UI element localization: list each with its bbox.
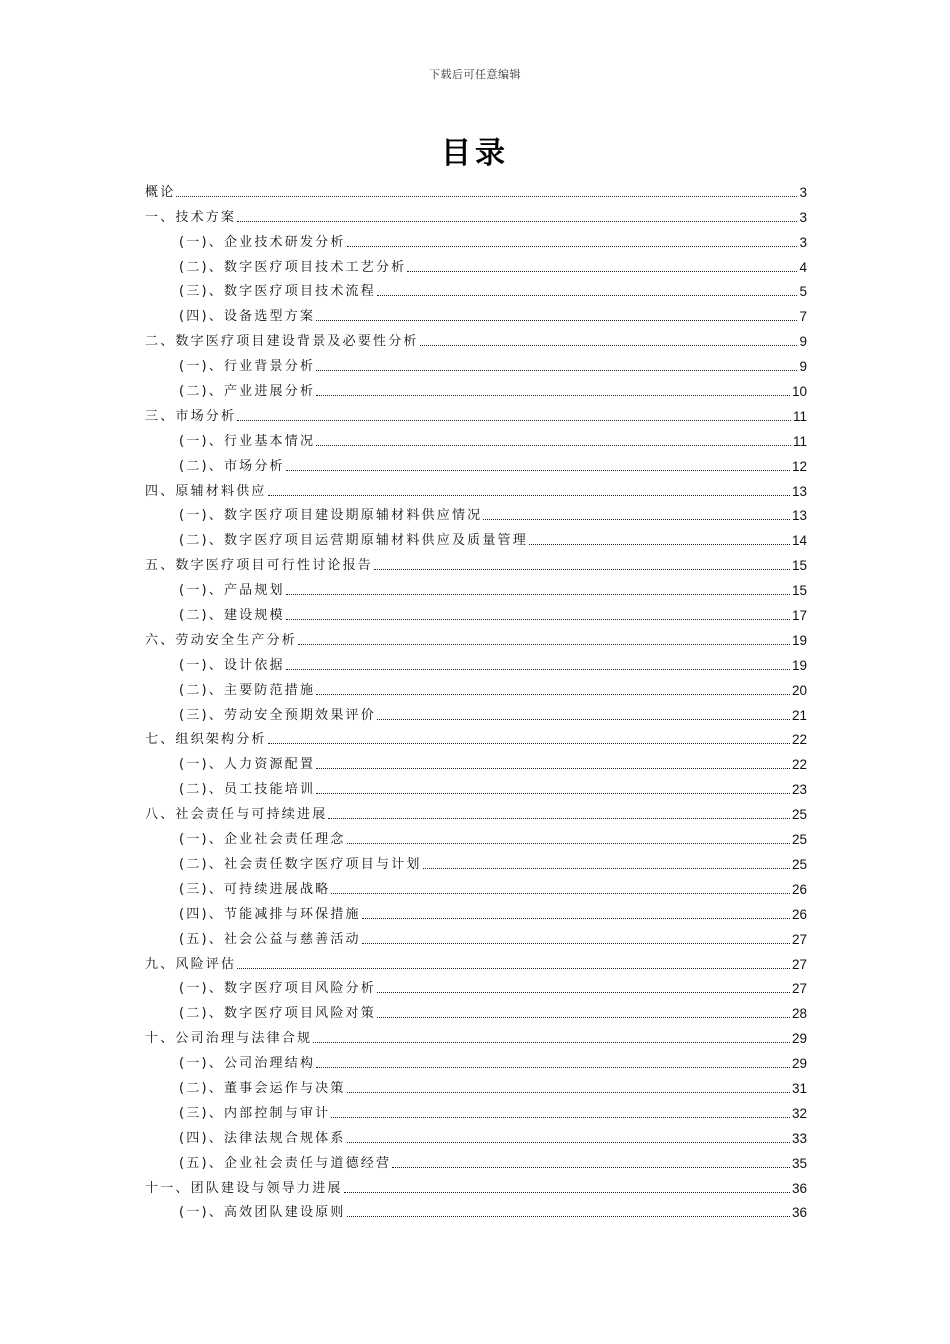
toc-dot-leader <box>423 867 790 869</box>
toc-page-number: 27 <box>791 981 807 997</box>
toc-entry-label: (一)、高效团队建设原则 <box>179 1205 346 1221</box>
toc-entry-label: (一)、设计依据 <box>179 657 285 673</box>
page-title: 目录 <box>441 136 509 171</box>
toc-entry-label: (四)、法律法规合规体系 <box>179 1130 346 1146</box>
toc-entry-label: (四)、设备选型方案 <box>179 309 316 325</box>
toc-subsection-entry[interactable] <box>145 1072 807 1097</box>
toc-section-entry[interactable] <box>145 624 807 649</box>
toc-dot-leader <box>313 1041 790 1043</box>
toc-entry-label: (三)、内部控制与审计 <box>179 1105 331 1121</box>
toc-subsection-entry[interactable] <box>145 350 807 375</box>
toc-dot-leader <box>237 419 791 421</box>
toc-section-entry[interactable] <box>145 325 807 350</box>
toc-subsection-entry[interactable] <box>145 898 807 923</box>
toc-subsection-entry[interactable] <box>145 997 807 1022</box>
toc-entry-label: (一)、产品规划 <box>179 583 285 599</box>
toc-entry-label: 九、风险评估 <box>145 956 237 972</box>
toc-section-entry[interactable] <box>145 1172 807 1197</box>
toc-entry-label: (一)、企业社会责任理念 <box>179 832 346 848</box>
toc-page-number: 26 <box>791 906 807 922</box>
toc-entry-label: (一)、人力资源配置 <box>179 757 316 773</box>
toc-page-number: 33 <box>791 1130 807 1146</box>
toc-dot-leader <box>347 842 790 844</box>
toc-page-number: 13 <box>791 483 807 499</box>
toc-dot-leader <box>377 718 790 720</box>
toc-dot-leader <box>331 1116 790 1118</box>
toc-subsection-entry[interactable] <box>145 1147 807 1172</box>
toc-dot-leader <box>316 394 790 396</box>
toc-subsection-entry[interactable] <box>145 375 807 400</box>
page-header: 下载后可任意编辑 <box>429 68 521 81</box>
toc-dot-leader <box>176 195 797 197</box>
toc-page-number: 32 <box>791 1105 807 1121</box>
toc-page-number: 14 <box>791 533 807 549</box>
toc-page-number: 3 <box>799 209 807 225</box>
toc-section-entry[interactable] <box>145 948 807 973</box>
toc-page-number: 13 <box>791 508 807 524</box>
toc-section-entry[interactable] <box>145 400 807 425</box>
toc-section-entry[interactable] <box>145 549 807 574</box>
toc-subsection-entry[interactable] <box>145 226 807 251</box>
toc-section-entry[interactable] <box>145 798 807 823</box>
toc-entry-label: (一)、数字医疗项目建设期原辅材料供应情况 <box>179 508 483 524</box>
toc-dot-leader <box>331 892 790 894</box>
toc-entry-label: (一)、数字医疗项目风险分析 <box>179 981 376 997</box>
toc-page-number: 26 <box>791 881 807 897</box>
toc-subsection-entry[interactable] <box>145 500 807 525</box>
toc-subsection-entry[interactable] <box>145 848 807 873</box>
toc-subsection-entry[interactable] <box>145 276 807 301</box>
toc-dot-leader <box>298 643 790 645</box>
toc-subsection-entry[interactable] <box>145 1197 807 1222</box>
toc-section-entry[interactable] <box>145 475 807 500</box>
toc-dot-leader <box>362 917 790 919</box>
toc-subsection-entry[interactable] <box>145 823 807 848</box>
toc-entry-label: (二)、产业进展分析 <box>179 384 316 400</box>
toc-entry-label: 三、市场分析 <box>145 408 237 424</box>
toc-section-entry[interactable] <box>145 201 807 226</box>
toc-page-number: 11 <box>792 408 807 424</box>
toc-dot-leader <box>374 568 790 570</box>
toc-page-number: 19 <box>791 657 807 673</box>
toc-subsection-entry[interactable] <box>145 674 807 699</box>
toc-page-number: 15 <box>791 558 807 574</box>
toc-subsection-entry[interactable] <box>145 973 807 998</box>
toc-dot-leader <box>286 593 790 595</box>
toc-entry-label: 十一、团队建设与领导力进展 <box>145 1180 343 1196</box>
toc-subsection-entry[interactable] <box>145 450 807 475</box>
toc-page-number: 15 <box>791 583 807 599</box>
toc-entry-label: (三)、数字医疗项目技术流程 <box>179 284 376 300</box>
toc-dot-leader <box>268 742 790 744</box>
toc-subsection-entry[interactable] <box>145 1122 807 1147</box>
toc-page-number: 25 <box>791 832 807 848</box>
toc-page-number: 36 <box>791 1180 807 1196</box>
toc-subsection-entry[interactable] <box>145 1047 807 1072</box>
toc-entry-label: 四、原辅材料供应 <box>145 483 267 499</box>
toc-page-number: 28 <box>791 1006 807 1022</box>
toc-page-number: 23 <box>791 782 807 798</box>
toc-entry-label: (二)、社会责任数字医疗项目与计划 <box>179 856 422 872</box>
toc-page-number: 36 <box>791 1205 807 1221</box>
toc-subsection-entry[interactable] <box>145 574 807 599</box>
toc-entry-label: 十、公司治理与法律合规 <box>145 1031 313 1047</box>
toc-page-number: 7 <box>799 309 807 325</box>
toc-section-entry[interactable] <box>145 176 807 201</box>
toc-page-number: 25 <box>791 807 807 823</box>
toc-page-number: 11 <box>792 433 807 449</box>
toc-subsection-entry[interactable] <box>145 300 807 325</box>
toc-page-number: 22 <box>791 732 807 748</box>
toc-entry-label: 六、劳动安全生产分析 <box>145 632 298 648</box>
toc-dot-leader <box>237 220 797 222</box>
toc-dot-leader <box>529 543 790 545</box>
toc-dot-leader <box>377 294 798 296</box>
toc-subsection-entry[interactable] <box>145 524 807 549</box>
toc-page-number: 12 <box>791 458 807 474</box>
toc-page-number: 20 <box>791 682 807 698</box>
toc-dot-leader <box>328 817 790 819</box>
toc-entry-label: (二)、建设规模 <box>179 608 285 624</box>
toc-entry-label: (一)、行业基本情况 <box>179 433 316 449</box>
toc-entry-label: 一、技术方案 <box>145 209 237 225</box>
toc-page-number: 9 <box>799 334 807 350</box>
toc-section-entry[interactable] <box>145 1022 807 1047</box>
toc-dot-leader <box>316 693 790 695</box>
toc-page-number: 17 <box>791 608 807 624</box>
toc-page-number: 3 <box>799 184 807 200</box>
toc-page-number: 5 <box>799 284 807 300</box>
toc-dot-leader <box>347 1215 790 1217</box>
toc-entry-label: (二)、董事会运作与决策 <box>179 1080 346 1096</box>
toc-page-number: 35 <box>791 1155 807 1171</box>
table-of-contents <box>145 176 807 1221</box>
toc-subsection-entry[interactable] <box>145 251 807 276</box>
toc-page-number: 29 <box>791 1031 807 1047</box>
toc-dot-leader <box>347 245 798 247</box>
toc-entry-label: (一)、行业背景分析 <box>179 359 316 375</box>
toc-dot-leader <box>344 1191 790 1193</box>
toc-entry-label: (一)、公司治理结构 <box>179 1056 316 1072</box>
toc-dot-leader <box>316 444 791 446</box>
toc-entry-label: 二、数字医疗项目建设背景及必要性分析 <box>145 334 419 350</box>
toc-entry-label: (三)、可持续进展战略 <box>179 881 331 897</box>
toc-page-number: 27 <box>791 931 807 947</box>
toc-entry-label: (五)、企业社会责任与道德经营 <box>179 1155 392 1171</box>
toc-dot-leader <box>316 369 797 371</box>
toc-page-number: 29 <box>791 1056 807 1072</box>
toc-subsection-entry[interactable] <box>145 923 807 948</box>
toc-dot-leader <box>316 792 790 794</box>
toc-entry-label: (二)、数字医疗项目风险对策 <box>179 1006 376 1022</box>
toc-dot-leader <box>316 319 797 321</box>
toc-entry-label: (二)、数字医疗项目技术工艺分析 <box>179 259 407 275</box>
toc-page-number: 25 <box>791 856 807 872</box>
toc-dot-leader <box>362 942 790 944</box>
toc-entry-label: (二)、数字医疗项目运营期原辅材料供应及质量管理 <box>179 533 528 549</box>
toc-entry-label: (一)、企业技术研发分析 <box>179 234 346 250</box>
toc-dot-leader <box>268 494 790 496</box>
toc-subsection-entry[interactable] <box>145 699 807 724</box>
toc-subsection-entry[interactable] <box>145 873 807 898</box>
toc-dot-leader <box>347 1141 790 1143</box>
toc-page-number: 10 <box>791 384 807 400</box>
toc-dot-leader <box>286 469 790 471</box>
toc-entry-label: 七、组织架构分析 <box>145 732 267 748</box>
toc-dot-leader <box>483 518 790 520</box>
toc-page-number: 21 <box>791 707 807 723</box>
toc-dot-leader <box>286 668 790 670</box>
toc-subsection-entry[interactable] <box>145 425 807 450</box>
toc-dot-leader <box>347 1091 790 1093</box>
toc-page-number: 31 <box>791 1080 807 1096</box>
toc-dot-leader <box>392 1166 790 1168</box>
toc-dot-leader <box>420 344 798 346</box>
toc-entry-label: (五)、社会公益与慈善活动 <box>179 931 361 947</box>
toc-dot-leader <box>237 967 790 969</box>
toc-dot-leader <box>407 270 797 272</box>
toc-subsection-entry[interactable] <box>145 748 807 773</box>
toc-dot-leader <box>316 767 790 769</box>
toc-dot-leader <box>286 618 790 620</box>
toc-section-entry[interactable] <box>145 724 807 749</box>
toc-entry-label: 五、数字医疗项目可行性讨论报告 <box>145 558 374 574</box>
toc-entry-label: (四)、节能减排与环保措施 <box>179 906 361 922</box>
toc-subsection-entry[interactable] <box>145 773 807 798</box>
toc-entry-label: (三)、劳动安全预期效果评价 <box>179 707 376 723</box>
toc-entry-label: (二)、市场分析 <box>179 458 285 474</box>
toc-page-number: 19 <box>791 632 807 648</box>
toc-subsection-entry[interactable] <box>145 1097 807 1122</box>
toc-page-number: 27 <box>791 956 807 972</box>
toc-entry-label: (二)、员工技能培训 <box>179 782 316 798</box>
toc-page-number: 22 <box>791 757 807 773</box>
toc-subsection-entry[interactable] <box>145 649 807 674</box>
toc-subsection-entry[interactable] <box>145 599 807 624</box>
toc-page-number: 9 <box>799 359 807 375</box>
toc-dot-leader <box>316 1066 790 1068</box>
toc-entry-label: 概论 <box>145 184 176 200</box>
toc-dot-leader <box>377 991 790 993</box>
toc-page-number: 4 <box>799 259 807 275</box>
toc-entry-label: 八、社会责任与可持续进展 <box>145 807 328 823</box>
toc-dot-leader <box>377 1016 790 1018</box>
toc-page-number: 3 <box>799 234 807 250</box>
toc-entry-label: (二)、主要防范措施 <box>179 682 316 698</box>
